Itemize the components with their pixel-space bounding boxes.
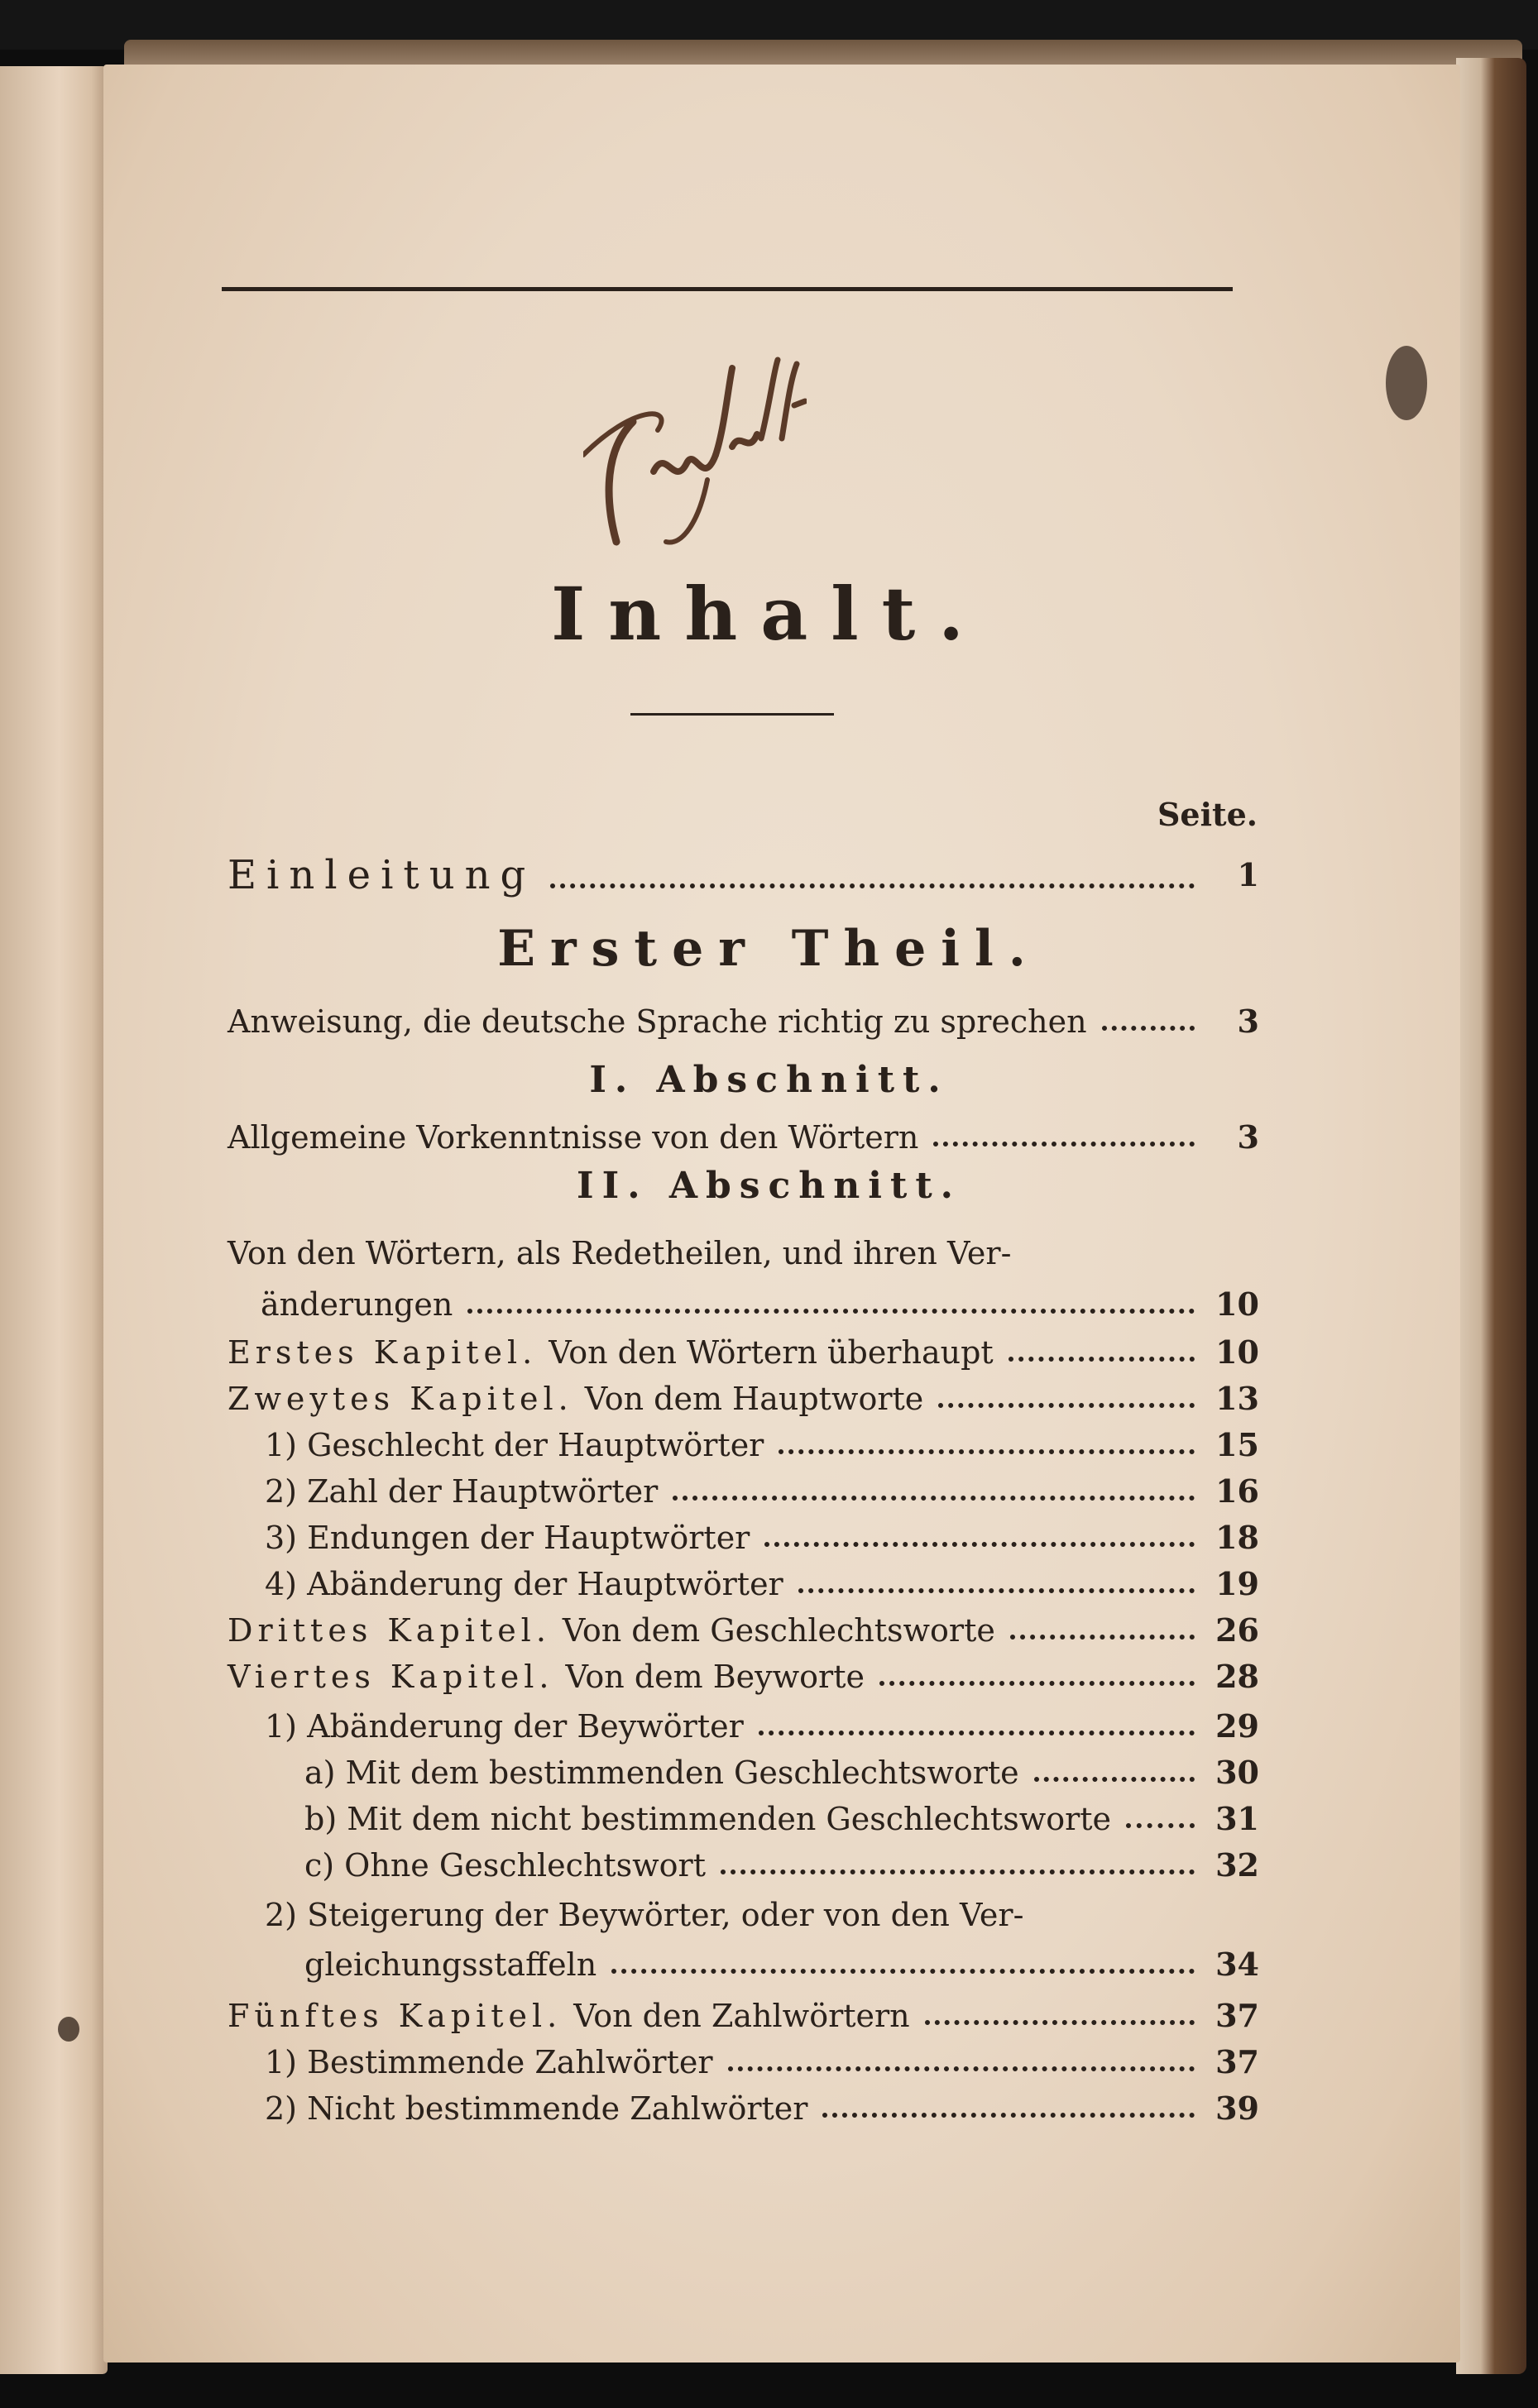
leader-dots bbox=[721, 1869, 1195, 1874]
toc-entry-subsection bbox=[265, 2088, 1259, 2129]
leader-dots bbox=[879, 1681, 1195, 1686]
page-title: Inhalt. bbox=[551, 571, 987, 657]
page-number: 18 bbox=[1215, 1519, 1259, 1556]
leader-dots bbox=[925, 2020, 1195, 2025]
toc-entry-kapitel-1 bbox=[228, 1332, 1259, 1373]
page-number: 37 bbox=[1215, 2043, 1259, 2080]
chapter-label: Fünftes Kapitel. bbox=[228, 1998, 563, 2034]
page-number: 34 bbox=[1215, 1946, 1259, 1983]
toc-entry-vorkenntnisse bbox=[228, 1117, 1259, 1158]
entry-title: c) Ohne Geschlechtswort bbox=[304, 1847, 706, 1884]
entry-title: b) Mit dem nicht bestimmenden Geschlechtsworte bbox=[304, 1801, 1112, 1837]
chapter-label: Drittes Kapitel. bbox=[228, 1612, 551, 1649]
chapter-label: Viertes Kapitel. bbox=[228, 1659, 554, 1695]
leader-dots bbox=[1009, 1357, 1195, 1362]
toc-entry-subsection bbox=[265, 1517, 1259, 1558]
page-number: 30 bbox=[1215, 1754, 1259, 1791]
leader-dots bbox=[933, 1142, 1195, 1147]
toc-entry-subsection bbox=[265, 1424, 1259, 1466]
toc-entry-subsection bbox=[265, 1471, 1259, 1512]
leader-dots bbox=[1102, 1026, 1195, 1031]
toc-entry-kapitel-2 bbox=[228, 1378, 1259, 1419]
page-number: 32 bbox=[1215, 1846, 1259, 1884]
entry-title: Von den Zahlwörtern bbox=[573, 1998, 910, 2034]
leader-dots bbox=[938, 1403, 1195, 1408]
page-number: 16 bbox=[1215, 1472, 1259, 1510]
entry-title: Von dem Geschlechtsworte bbox=[562, 1612, 995, 1649]
toc-entry-einleitung bbox=[228, 850, 1259, 900]
section-heading: II. Abschnitt. bbox=[577, 1165, 961, 1207]
entry-title: 2) Zahl der Hauptwörter bbox=[265, 1473, 659, 1510]
top-rule bbox=[222, 287, 1233, 291]
chapter-label: Erstes Kapitel. bbox=[228, 1334, 538, 1371]
page-number: 29 bbox=[1215, 1707, 1259, 1745]
entry-title: Von dem Hauptworte bbox=[584, 1381, 924, 1417]
toc-entry-subsection bbox=[265, 1706, 1259, 1747]
entry-title: änderungen bbox=[261, 1286, 453, 1323]
toc-entry-subsection bbox=[304, 1944, 1259, 1985]
section-heading: I. Abschnitt. bbox=[589, 1059, 949, 1101]
entry-title: a) Mit dem bestimmenden Geschlechtsworte bbox=[304, 1755, 1019, 1791]
page-number: 3 bbox=[1237, 1118, 1259, 1156]
entry-line: 2) Steigerung der Beywörter, oder von den Ver- bbox=[265, 1897, 1024, 1933]
entry-title: Einleitung bbox=[228, 852, 536, 898]
page-number: 3 bbox=[1237, 1003, 1259, 1040]
toc-entry-subsection bbox=[265, 1563, 1259, 1605]
ink-spot bbox=[58, 2017, 79, 2042]
entry-line: Von den Wörtern, als Redetheilen, und ihren Ver- bbox=[228, 1235, 1012, 1271]
entry-title: 4) Abänderung der Hauptwörter bbox=[265, 1566, 783, 1602]
toc-entry-subsubsection bbox=[304, 1798, 1259, 1840]
handwritten-inscription bbox=[583, 356, 807, 554]
entry-title: 1) Geschlecht der Hauptwörter bbox=[265, 1427, 764, 1463]
page-number: 26 bbox=[1215, 1611, 1259, 1649]
facing-page-edge bbox=[0, 66, 108, 2374]
leader-dots bbox=[728, 2066, 1195, 2071]
page-number: 10 bbox=[1215, 1285, 1259, 1323]
entry-title: Von dem Beyworte bbox=[565, 1659, 865, 1695]
toc-entry-subsubsection bbox=[304, 1845, 1259, 1886]
leader-dots bbox=[1034, 1777, 1195, 1782]
entry-title: 3) Endungen der Hauptwörter bbox=[265, 1520, 750, 1556]
leader-dots bbox=[467, 1309, 1195, 1314]
page-number: 39 bbox=[1215, 2090, 1259, 2127]
entry-title: Anweisung, die deutsche Sprache richtig zu sprechen bbox=[228, 1003, 1087, 1040]
page-number: 15 bbox=[1215, 1426, 1259, 1463]
entry-title: Von den Wörtern überhaupt bbox=[549, 1334, 994, 1371]
leader-dots bbox=[1010, 1635, 1195, 1640]
leader-dots bbox=[822, 2113, 1195, 2118]
toc-entry-anweisung bbox=[228, 1001, 1259, 1042]
page-number: 1 bbox=[1237, 856, 1259, 893]
title-rule bbox=[630, 713, 834, 716]
entry-title: 2) Nicht bestimmende Zahlwörter bbox=[265, 2090, 808, 2127]
toc-entry-kapitel-3 bbox=[228, 1610, 1259, 1651]
leader-dots bbox=[779, 1449, 1195, 1454]
page-number: 28 bbox=[1215, 1658, 1259, 1695]
chapter-label: Zweytes Kapitel. bbox=[228, 1381, 573, 1417]
page-number: 37 bbox=[1215, 1997, 1259, 2034]
toc-entry-subsection bbox=[265, 2042, 1259, 2083]
leader-dots bbox=[550, 883, 1195, 888]
ink-stain bbox=[1386, 346, 1427, 420]
leader-dots bbox=[611, 1969, 1195, 1974]
part-heading: Erster Theil. bbox=[497, 920, 1041, 978]
leader-dots bbox=[759, 1731, 1195, 1735]
page-number: 31 bbox=[1215, 1800, 1259, 1837]
leader-dots bbox=[798, 1588, 1195, 1593]
toc-entry-redetheile bbox=[261, 1284, 1259, 1325]
toc-entry-kapitel-4 bbox=[228, 1656, 1259, 1697]
book-spine-edge bbox=[1456, 58, 1526, 2374]
entry-title: Allgemeine Vorkenntnisse von den Wörtern bbox=[228, 1119, 919, 1156]
toc-entry-subsubsection bbox=[304, 1752, 1259, 1793]
toc-entry-kapitel-5 bbox=[228, 1995, 1259, 2037]
page-column-label: Seite. bbox=[1157, 796, 1258, 833]
page-number: 19 bbox=[1215, 1565, 1259, 1602]
entry-title: gleichungsstaffeln bbox=[304, 1946, 597, 1983]
leader-dots bbox=[673, 1496, 1195, 1501]
leader-dots bbox=[764, 1542, 1195, 1547]
entry-title: 1) Bestimmende Zahlwörter bbox=[265, 2044, 713, 2080]
page-number: 13 bbox=[1215, 1380, 1259, 1417]
leader-dots bbox=[1126, 1823, 1195, 1828]
page-number: 10 bbox=[1215, 1333, 1259, 1371]
entry-title: 1) Abänderung der Beywörter bbox=[265, 1708, 744, 1745]
